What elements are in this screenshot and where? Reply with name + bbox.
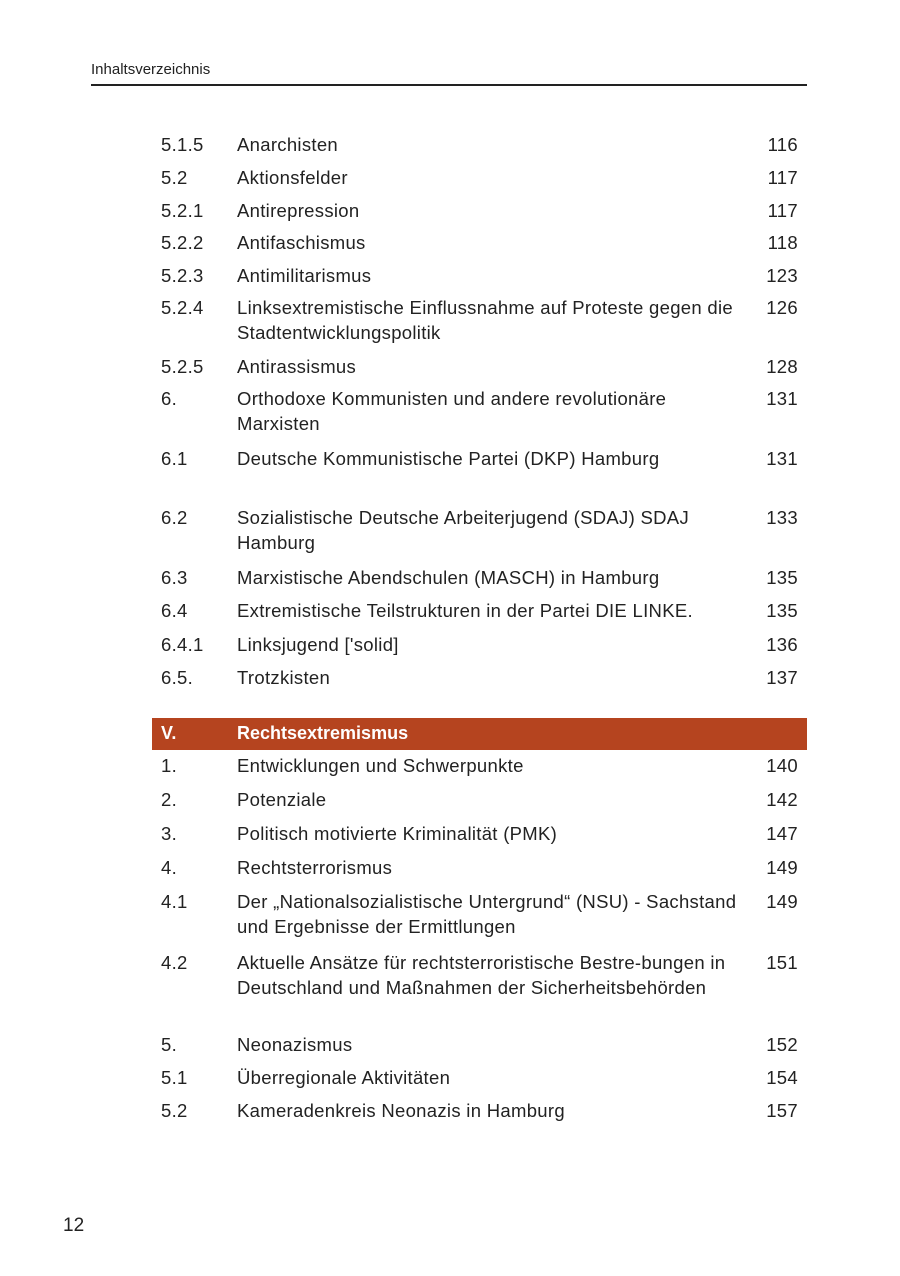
entry-page: 151 [766,952,798,973]
entry-number: 6.5. [161,667,194,688]
entry-title: Neonazismus [237,1034,353,1055]
section-number: V. [161,723,177,743]
header-rule [91,84,807,86]
entry-page: 128 [766,356,798,377]
entry-number: 1. [161,755,178,776]
entry-page: 140 [766,755,798,776]
entry-page: 126 [766,297,798,318]
entry-page: 149 [766,891,798,912]
entry-title: Antirassismus [237,356,357,377]
entry-title: Potenziale [237,789,327,810]
entry-page: 135 [766,567,798,588]
page-number: 12 [63,1215,85,1236]
entry-number: 6.4 [161,600,188,621]
entry-title: Entwicklungen und Schwerpunkte [237,755,524,776]
entry-number: 4. [161,857,178,878]
entry-page: 118 [767,232,798,253]
entry-number: 5.1.5 [161,134,204,155]
entry-page: 152 [766,1034,798,1055]
entry-page: 157 [766,1100,798,1121]
entry-title: Kameradenkreis Neonazis in Hamburg [237,1100,565,1121]
entry-page: 133 [766,507,798,528]
entry-title: Orthodoxe Kommunisten und andere revolutionäre Marxisten [237,388,667,434]
entry-number: 4.1 [161,891,188,912]
entry-page: 135 [766,600,798,621]
entry-title: Linksextremistische Einflussnahme auf Proteste gegen die Stadtentwicklungspolitik [237,297,734,343]
entry-number: 5.2.4 [161,297,204,318]
entry-page: 137 [766,667,798,688]
entry-page: 154 [766,1067,798,1088]
running-header: Inhaltsverzeichnis [91,61,211,78]
entry-number: 5.1 [161,1067,188,1088]
entry-page: 117 [767,167,798,188]
entry-number: 6.3 [161,567,188,588]
entry-number: 4.2 [161,952,188,973]
entry-page: 136 [766,634,798,655]
section-heading-bar [152,718,807,750]
entry-title: Marxistische Abendschulen (MASCH) in Hamburg [237,567,660,588]
entry-title: Antirepression [237,200,360,221]
entry-number: 5.2.5 [161,356,204,377]
entry-number: 5.2.3 [161,265,204,286]
entry-title: Überregionale Aktivitäten [237,1067,451,1088]
entry-title: Antifaschismus [237,232,366,253]
entry-title: Sozialistische Deutsche Arbeiterjugend (SDAJ) SDAJ Hamburg [237,507,689,553]
entry-title: Aktuelle Ansätze für rechtsterroristische Bestre-bungen in Deutschland und Maßnahmen der Sicherheitsbehörden [237,952,726,998]
entry-page: 149 [766,857,798,878]
entry-title: Deutsche Kommunistische Partei (DKP) Hamburg [237,448,660,469]
entry-page: 131 [766,448,798,469]
entry-number: 5.2 [161,167,188,188]
entry-title: Linksjugend ['solid] [237,634,399,655]
entry-number: 3. [161,823,178,844]
section-title: Rechtsextremismus [237,723,409,743]
entry-number: 6. [161,388,178,409]
entry-number: 6.2 [161,507,188,528]
entry-title: Der „Nationalsozialistische Untergrund“ (NSU) - Sachstand und Ergebnisse der Ermittlungen [237,891,737,937]
entry-page: 123 [766,265,798,286]
entry-number: 5.2.2 [161,232,204,253]
entry-number: 5. [161,1034,178,1055]
entry-title: Rechtsterrorismus [237,857,393,878]
entry-title: Aktionsfelder [237,167,348,188]
entry-page: 147 [766,823,798,844]
entry-title: Politisch motivierte Kriminalität (PMK) [237,823,558,844]
entry-number: 6.1 [161,448,188,469]
entry-title: Extremistische Teilstrukturen in der Partei DIE LINKE. [237,600,693,621]
entry-number: 5.2 [161,1100,188,1121]
entry-page: 142 [766,789,798,810]
entry-title: Trotzkisten [237,667,331,688]
entry-title: Antimilitarismus [237,265,372,286]
entry-title: Anarchisten [237,134,338,155]
entry-page: 117 [767,200,798,221]
entry-number: 5.2.1 [161,200,204,221]
entry-number: 6.4.1 [161,634,204,655]
entry-page: 116 [767,134,798,155]
entry-number: 2. [161,789,178,810]
entry-page: 131 [766,388,798,409]
